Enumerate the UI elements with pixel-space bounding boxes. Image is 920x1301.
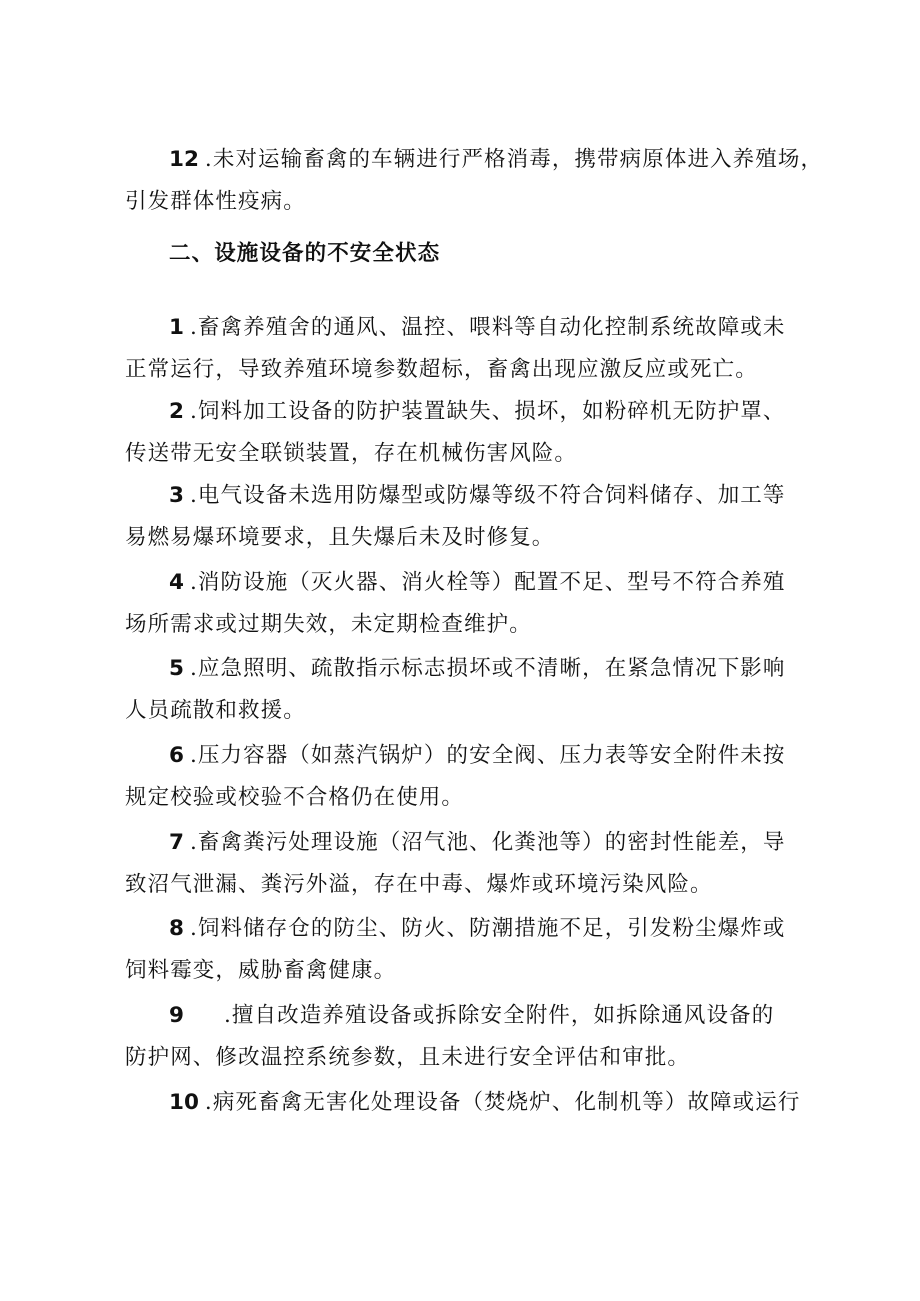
paragraph-line bbox=[125, 307, 825, 349]
paragraph-line: 防护网、修改温控系统参数，且未进行安全评估和审批。 bbox=[125, 1045, 691, 1070]
item-separator: . bbox=[189, 830, 198, 855]
paragraph-line: 传送带无安全联锁装置，存在机械伤害风险。 bbox=[125, 441, 578, 466]
paragraph-line: 易燃易爆环境要求，且失爆后未及时修复。 bbox=[125, 525, 555, 550]
paragraph-text: 应急照明、疏散指示标志损坏或不清晰，在紧急情况下影响 bbox=[197, 656, 786, 681]
paragraph-text: 压力容器（如蒸汽锅炉）的安全阀、压力表等安全附件未按 bbox=[197, 743, 786, 768]
item-separator: . bbox=[204, 147, 213, 172]
paragraph-text: 未对运输畜禽的车辆进行严格消毒，携带病原体进入养殖场， bbox=[212, 147, 824, 172]
item-separator: . bbox=[189, 656, 198, 681]
section-heading bbox=[125, 233, 825, 275]
paragraph-text: 电气设备未选用防爆型或防爆等级不符合饲料储存、加工等 bbox=[197, 483, 786, 508]
paragraph-text: 擅自改造养殖设备或拆除安全附件，如拆除通风设备的 bbox=[231, 1003, 775, 1028]
paragraph-line: 饲料霉变，威胁畜禽健康。 bbox=[125, 958, 397, 983]
paragraph-line: 人员疏散和救援。 bbox=[125, 698, 306, 723]
paragraph-text: 病死畜禽无害化处理设备（焚烧炉、化制机等）故障或运行 bbox=[212, 1090, 801, 1115]
item-number: 2 bbox=[169, 399, 184, 424]
paragraph-line bbox=[125, 475, 825, 517]
paragraph-line bbox=[125, 139, 825, 181]
paragraph-10 bbox=[125, 1082, 825, 1124]
paragraph-line bbox=[125, 648, 825, 690]
item-separator: . bbox=[204, 1090, 213, 1115]
paragraph-line bbox=[125, 735, 825, 777]
paragraph-8 bbox=[125, 908, 825, 992]
item-separator: . bbox=[189, 399, 198, 424]
paragraph-line bbox=[125, 1082, 825, 1124]
item-number: 4 bbox=[169, 570, 184, 595]
item-number: 12 bbox=[169, 147, 199, 172]
paragraph-line: 正常运行，导致养殖环境参数超标，畜禽出现应激反应或死亡。 bbox=[125, 357, 758, 382]
paragraph-text: 饲料加工设备的防护装置缺失、损坏，如粉碎机无防护罩、 bbox=[197, 399, 786, 424]
paragraph-3 bbox=[125, 475, 825, 559]
paragraph-text: 饲料储存仓的防尘、防火、防潮措施不足，引发粉尘爆炸或 bbox=[197, 916, 786, 941]
paragraph-text: 畜禽养殖舍的通风、温控、喂料等自动化控制系统故障或未 bbox=[197, 315, 786, 340]
item-number: 9 bbox=[169, 1003, 184, 1028]
paragraph-1 bbox=[125, 307, 825, 391]
item-number: 7 bbox=[169, 830, 184, 855]
item-number: 1 bbox=[169, 315, 184, 340]
paragraph-6 bbox=[125, 735, 825, 819]
section-heading-text: 二、设施设备的不安全状态 bbox=[169, 241, 441, 266]
item-separator: . bbox=[189, 916, 198, 941]
paragraph-line bbox=[125, 995, 825, 1037]
item-number: 5 bbox=[169, 656, 184, 681]
paragraph-12 bbox=[125, 139, 825, 223]
paragraph-line bbox=[125, 822, 825, 864]
item-number: 6 bbox=[169, 743, 184, 768]
item-separator: . bbox=[189, 315, 198, 340]
paragraph-9 bbox=[125, 995, 825, 1079]
paragraph-line: 致沼气泄漏、粪污外溢，存在中毒、爆炸或环境污染风险。 bbox=[125, 872, 713, 897]
paragraph-line bbox=[125, 908, 825, 950]
paragraph-5 bbox=[125, 648, 825, 732]
paragraph-7 bbox=[125, 822, 825, 906]
item-separator: . bbox=[189, 570, 198, 595]
item-number: 8 bbox=[169, 916, 184, 941]
item-separator: . bbox=[189, 743, 198, 768]
paragraph-4 bbox=[125, 562, 825, 646]
item-separator: . bbox=[223, 1003, 232, 1028]
item-number: 3 bbox=[169, 483, 184, 508]
paragraph-text: 消防设施（灭火器、消火栓等）配置不足、型号不符合养殖 bbox=[197, 570, 786, 595]
paragraph-line bbox=[125, 562, 825, 604]
item-number: 10 bbox=[169, 1090, 199, 1115]
paragraph-line: 场所需求或过期失效，未定期检查维护。 bbox=[125, 612, 532, 637]
paragraph-line: 引发群体性疫病。 bbox=[125, 189, 306, 214]
paragraph-2 bbox=[125, 391, 825, 475]
item-separator: . bbox=[189, 483, 198, 508]
paragraph-text: 畜禽粪污处理设施（沼气池、化粪池等）的密封性能差，导 bbox=[197, 830, 786, 855]
paragraph-line bbox=[125, 391, 825, 433]
paragraph-line: 规定校验或校验不合格仍在使用。 bbox=[125, 785, 465, 810]
